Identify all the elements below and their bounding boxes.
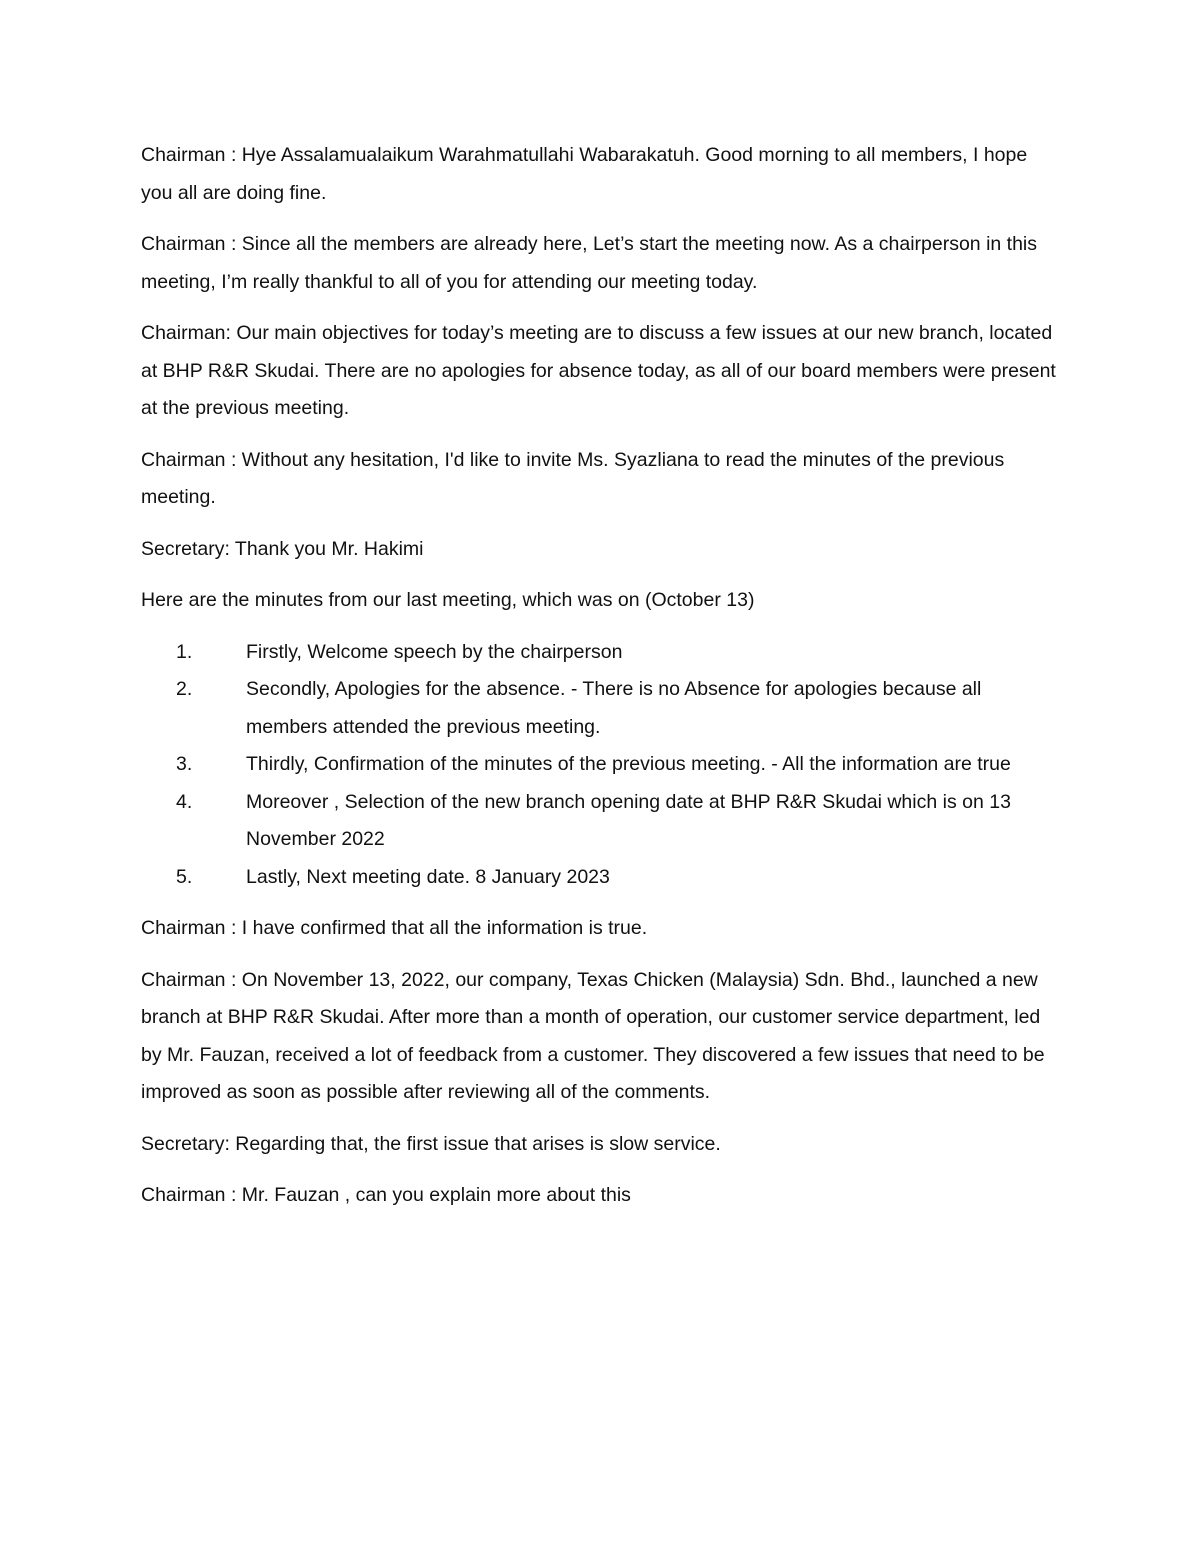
- list-item: [141, 746, 1061, 784]
- paragraph-secretary-first-issue: Secretary: Regarding that, the first issue that arises is slow service.: [141, 1132, 721, 1155]
- list-item-number: 4.: [176, 790, 193, 813]
- list-item: [141, 859, 1061, 897]
- paragraph-chairman-objectives: Chairman: Our main objectives for today’s meeting are to discuss a few issues at our new branch, located at BHP R&R Skudai. There are no apologies for absence today, as all of our board members were present at the previous meeting.: [141, 322, 1056, 419]
- document-body: [141, 137, 1061, 1229]
- paragraph-chairman-invite-secretary: Chairman : Without any hesitation, I'd like to invite Ms. Syazliana to read the minutes of the previous meeting.: [141, 448, 1005, 508]
- paragraph-chairman-question: Chairman : Mr. Fauzan , can you explain more about this: [141, 1184, 631, 1206]
- paragraph-secretary-thanks: Secretary: Thank you Mr. Hakimi: [141, 537, 424, 560]
- paragraph-chairman-greeting: Chairman : Hye Assalamualaikum Warahmatullahi Wabarakatuh. Good morning to all members, I hope you all are doing fine.: [141, 144, 1028, 204]
- list-item-number: 1.: [176, 640, 193, 663]
- list-item-number: 2.: [176, 678, 193, 700]
- list-item-text: Secondly, Apologies for the absence. - There is no Absence for apologies because all members attended the previous meeting.: [246, 678, 982, 738]
- list-item: [141, 671, 1061, 746]
- list-item: [141, 634, 1061, 672]
- list-item-text: Thirdly, Confirmation of the minutes of the previous meeting. - All the information are true: [246, 753, 1011, 775]
- minutes-list: [141, 634, 1061, 897]
- paragraph-chairman-confirmation: Chairman : I have confirmed that all the information is true.: [141, 917, 648, 939]
- list-item-number: 3.: [176, 753, 193, 775]
- paragraph-chairman-start-meeting: Chairman : Since all the members are already here, Let’s start the meeting now. As a chairperson in this meeting, I’m really thankful to all of you for attending our meeting today.: [141, 233, 1038, 293]
- list-item-text: Firstly, Welcome speech by the chairperson: [246, 640, 623, 663]
- paragraph-chairman-new-branch: Chairman : On November 13, 2022, our company, Texas Chicken (Malaysia) Sdn. Bhd., launched a new branch at BHP R&R Skudai. After more than a month of operation, our customer service department, led by Mr. Fauzan, received a lot of feedback from a customer. They discovered a few issues that need to be improved as soon as possible after reviewing all of the comments.: [141, 968, 1045, 1103]
- list-item: [141, 784, 1061, 859]
- list-item-text: Lastly, Next meeting date. 8 January 2023: [246, 865, 610, 888]
- list-item-text: Moreover , Selection of the new branch opening date at BHP R&R Skudai which is on 13 November 2022: [246, 790, 1011, 850]
- paragraph-minutes-intro: Here are the minutes from our last meeting, which was on (October 13): [141, 589, 755, 611]
- list-item-number: 5.: [176, 865, 193, 888]
